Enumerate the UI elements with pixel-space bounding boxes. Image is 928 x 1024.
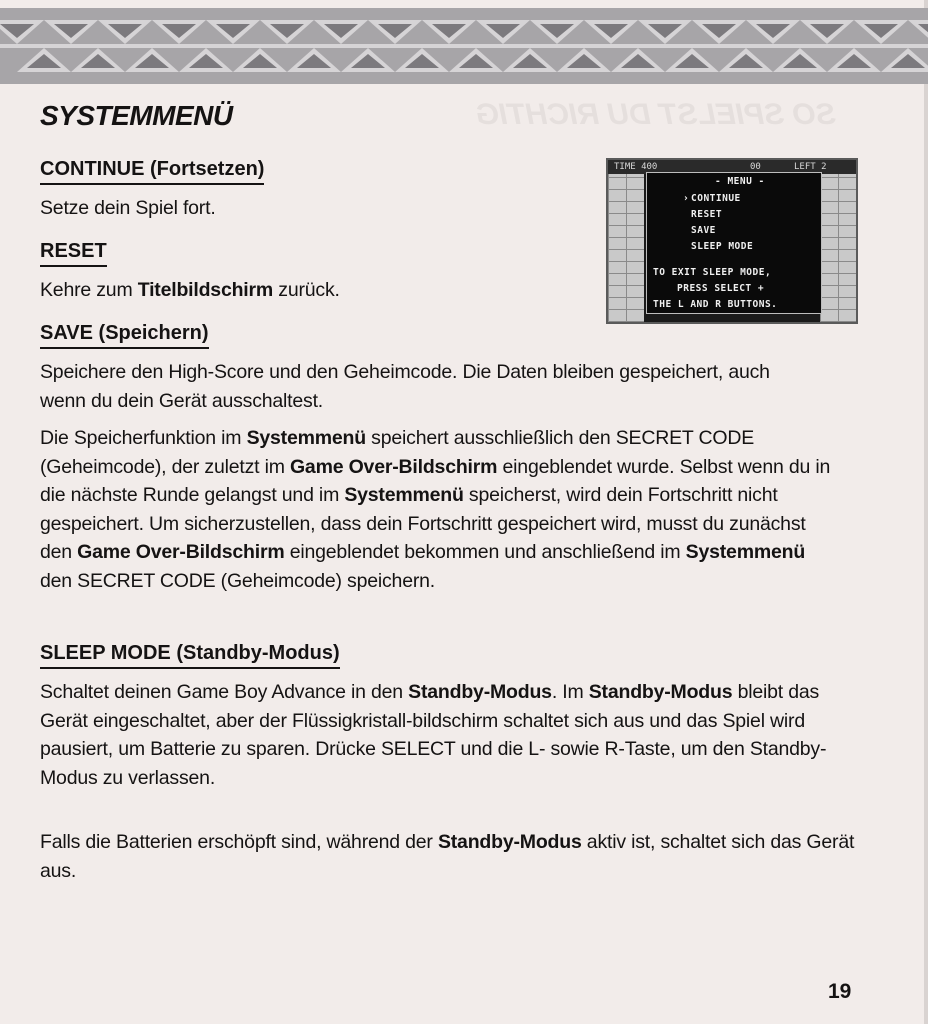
heading-reset: RESET (40, 238, 107, 267)
heading-sleep-mode: SLEEP MODE (Standby-Modus) (40, 640, 340, 669)
page-number: 19 (828, 980, 852, 1003)
menu-instruction-1: TO EXIT SLEEP MODE, (653, 267, 772, 278)
save-p2-b3: Systemmenü (344, 484, 464, 506)
sleep-paragraph-2 (40, 828, 860, 885)
save-p2-b4: Game Over-Bildschirm (77, 541, 285, 563)
decorative-border (0, 8, 928, 84)
menu-item-continue[interactable]: CONTINUE (691, 193, 741, 204)
reset-text-a: Kehre zum (40, 279, 138, 301)
sleep-p1-t1: Schaltet deinen Game Boy Advance in den (40, 681, 409, 703)
brick-wall-left (608, 174, 644, 322)
save-p2-b1: Systemmenü (246, 427, 366, 449)
hud-lives: LEFT 2 (794, 162, 827, 172)
sleep-p1-b1: Standby-Modus (408, 681, 552, 703)
save-p2-t4: speicherst, wird dein Fortschritt nicht gespeichert. Um sicherzustellen, dass dein Fortschritt gespeichert wird, musst du zunächst den (40, 484, 806, 563)
hud-score: 00 (750, 162, 761, 172)
save-p2-t3: eingeblendet wurde. Selbst wenn du in die nächste Runde gelangst und im (40, 455, 831, 506)
save-p2-t1: Die Speicherfunktion im (40, 427, 247, 449)
hud-time: TIME 400 (614, 162, 658, 172)
reset-text-bold: Titelbildschirm (137, 279, 274, 301)
sleep-p1-t2: . Im (551, 681, 589, 703)
heading-save: SAVE (Speichern) (40, 320, 209, 349)
menu-item-save[interactable]: SAVE (691, 225, 716, 236)
triangle-pattern-icon (0, 8, 928, 84)
game-screenshot (606, 158, 858, 324)
sleep-p2-t1: Falls die Batterien erschöpft sind, während der (40, 831, 438, 853)
continue-text: Setze dein Spiel fort. (40, 197, 216, 219)
save-p2-b5: Systemmenü (685, 541, 806, 563)
reset-text (40, 276, 580, 305)
save-paragraph-1: Speichere den High-Score und den Geheimcode. Die Daten bleiben gespeichert, auch wenn du dein Gerät ausschaltest. (40, 361, 770, 412)
save-p2-t6: den SECRET CODE (Geheimcode) speichern. (40, 569, 436, 592)
page-edge (924, 0, 928, 1024)
brick-wall-right (820, 174, 856, 322)
heading-continue: CONTINUE (Fortsetzen) (40, 156, 264, 185)
sleep-paragraph-1 (40, 678, 840, 792)
sleep-p2-t2: aktiv ist, schaltet sich das Gerät aus. (40, 831, 855, 882)
reset-text-b: zurück. (273, 279, 340, 301)
menu-item-sleep-mode[interactable]: SLEEP MODE (691, 241, 754, 252)
page-title: SYSTEMMENÜ (40, 100, 233, 131)
save-paragraph-2 (40, 424, 840, 595)
menu-instruction-3: THE L AND R BUTTONS. (653, 299, 778, 310)
sleep-p1-b2: Standby-Modus (588, 681, 733, 703)
menu-cursor-icon: › (683, 193, 690, 204)
save-p2-b2: Game Over-Bildschirm (289, 455, 498, 478)
menu-instruction-2: PRESS SELECT + (677, 283, 765, 294)
bleed-through-heading: SO SPIELST DU RICHTIG (476, 98, 837, 131)
sleep-p2-b1: Standby-Modus (437, 831, 582, 853)
border-divider (0, 44, 928, 48)
sleep-p1-t3: bleibt das Gerät eingeschaltet, aber der Flüssigkristall-bildschirm schaltet sich aus und das Spiel wird pausiert, um Batterie zu sparen. Drücke SELECT und die L- sowie R-Taste, um den Standby-Modus zu verlassen. (40, 681, 827, 789)
save-p2-t2: speichert ausschließlich den SECRET CODE (Geheimcode), der zuletzt im (40, 427, 755, 478)
menu-item-reset[interactable]: RESET (691, 209, 723, 220)
border-triangle (908, 20, 928, 44)
system-menu-box (646, 172, 822, 314)
menu-title: - MENU - (715, 176, 765, 187)
save-p2-t5: eingeblendet bekommen und anschließend im (284, 541, 686, 563)
